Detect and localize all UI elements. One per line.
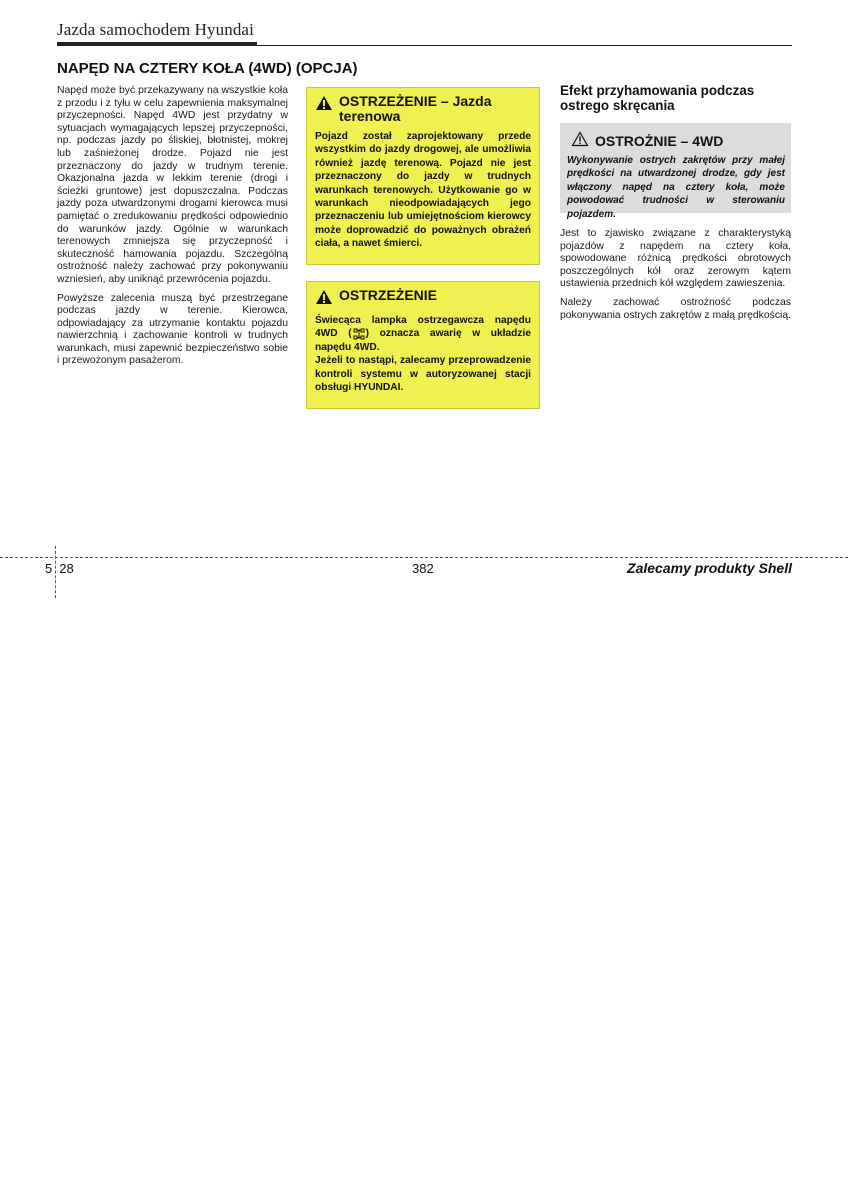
warning-body (315, 130, 531, 251)
caution-triangle-icon (571, 131, 589, 150)
left-column (57, 85, 288, 374)
footer-center-number: 382 (412, 561, 434, 576)
caution-title (567, 131, 785, 150)
header-rule-thin (57, 45, 792, 46)
body-paragraph: Jest to zjawisko związane z charakterystyką pojazdów z napędem na cztery koła, spowodowane różnicą prędkości obrotowych poszczególnych kół oraz zerowym kątem ustawienia przednich kół względem zawieszenia. (560, 228, 791, 290)
footer-slogan: Zalecamy produkty Shell (627, 560, 792, 576)
caution-box-4wd (560, 123, 791, 220)
warning-title-text: OSTRZEŻENIE (339, 287, 438, 303)
caution-title-text: OSTROŻNIE – 4WD (595, 132, 724, 149)
warning-box-offroad (306, 87, 540, 265)
warning-title (315, 94, 531, 124)
body-paragraph: Należy zachować ostrożność podczas pokonywania ostrych zakrętów z małą prędkością. (560, 296, 792, 321)
subsection-heading: Efekt przyhamowania podczas ostrego skręcania (560, 83, 755, 113)
running-head: Jazda samochodem Hyundai (57, 20, 254, 39)
chapter-number: 5 (45, 561, 53, 576)
body-paragraph: Napęd może być przekazywany na wszystkie koła z przodu i z tyłu w celu zapewnienia maksymalnej przyczepności. Napęd 4WD jest przydatny w sytuacjach wymagających lepszej przyczepności, np. podczas jazdy po śliskiej, błotnistej, mokrej lub zaśnieżonej drodze. Pojazd nie jest przeznaczony do jazdy w trudnym terenie. Okazjonalna jazda w lekkim terenie (drogi i ścieżki gruntowe) jest dopuszczalna. Podczas jazdy poza utwardzonymi drogami kierowca musi pamiętać o zredukowaniu prędkości odpowiednio do warunków jazdy. Ogólnie w warunkach terenowych zmniejsza się przyczepność i skuteczność hamowania pojazdu. Szczególną ostrożność należy zachować przy pokonywaniu wzniesień, aby uniknąć przewrócenia pojazdu. (57, 85, 288, 285)
warning-body-after-icon: ) oznacza awarię w układzie napędu 4WD. (315, 328, 531, 353)
footer-dashed-rule (0, 557, 848, 558)
section-title: NAPĘD NA CZTERY KOŁA (4WD) (OPCJA) (57, 60, 358, 77)
warning-title-text: OSTRZEŻENIE – Jazda terenowa (339, 93, 492, 124)
warning-triangle-icon (315, 289, 333, 308)
right-column-text (560, 228, 791, 328)
warning-body-before-icon: Świecąca lampka ostrzegawcza napędu 4WD ( (315, 315, 531, 340)
warning-box-4wd-lamp (306, 281, 540, 409)
page-in-chapter: 28 (59, 561, 74, 576)
warning-body-text: Jeżeli to nastąpi, zalecamy przeprowadzenie kontroli systemu w autoryzowanej stacji obsługi HYUNDAI. (315, 355, 531, 394)
warning-triangle-icon (315, 95, 333, 114)
warning-body (315, 314, 531, 394)
4wd-indicator-icon (352, 328, 366, 340)
caution-body: Wykonywanie ostrych zakrętów przy małej prędkości na utwardzonej drodze, gdy jest włączony napęd na cztery koła, może powodować trudności w sterowaniu pojazdem. (567, 155, 785, 220)
warning-title (315, 288, 531, 308)
page-number (45, 561, 74, 576)
warning-body-text (315, 314, 531, 354)
warning-body-text: Pojazd został zaprojektowany przede wszystkim do jazdy drogowej, ale umożliwia również jazdę terenową. Pojazd nie jest przeznaczony do jazdy w trudnych warunkach terenowych. Użytkowanie go w warunkach nieodpowiadających jego przeznaczeniu lub umiejętnościom kierowcy może doprowadzić do poważnych obrażeń ciała, a nawet śmierci. (315, 131, 531, 250)
body-paragraph: Powyższe zalecenia muszą być przestrzegane podczas jazdy w terenie. Kierowca, odpowiadający za utrzymanie kontaktu pojazdu nawierzchnią i zachowanie kontroli w trudnych warunkach, musi zapewnić bezpieczeństwo sobie i przewożonym pasażerom. (57, 292, 288, 367)
